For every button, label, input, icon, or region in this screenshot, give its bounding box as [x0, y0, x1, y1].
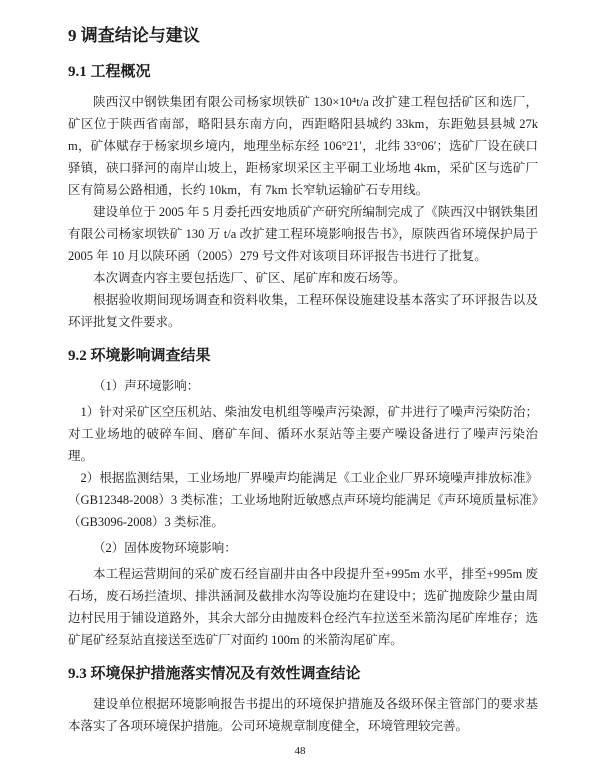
paragraph-noise-item-1: 1）针对采矿区空压机站、柴油发电机组等噪声污染源，矿井进行了噪声污染防治；对工业场地的破碎车间、磨矿车间、循环水泵站等主要产噪设备进行了噪声污染治理。 [68, 405, 538, 463]
section-heading-9-1: 9.1 工程概况 [68, 64, 151, 80]
section-heading-9-3: 9.3 环境保护措施落实情况及有效性调查结论 [68, 666, 361, 682]
section-heading-9-2: 9.2 环境影响调查结果 [68, 348, 211, 364]
paragraph-project-overview-1: 陕西汉中钢铁集团有限公司杨家坝铁矿 130×10⁴t/a 改扩建工程包括矿区和选厂，矿区位于陕西省南部，略阳县东南方向，西距略阳县城约 33km，东距勉县县城 27km，矿体赋存于杨家坝乡境内，地理坐标东经 106°21′，北纬 33°06′；选矿厂设在硖口驿镇，硖口驿河的南岸山坡上，距杨家坝采区主平硐工业场地 4km，采矿区与选矿厂区有简易公路相通，长约 10km，有 7km 长窄轨运输矿石专用线。 [68, 95, 538, 197]
paragraph-noise-impact-label: （1）声环境影响： [93, 379, 200, 393]
paragraph-conclusion: 建设单位根据环境影响报告书提出的环境保护措施及各级环保主管部门的要求基本落实了各项环境保护措施。公司环境规章制度健全，环境管理较完善。 [68, 697, 538, 733]
paragraph-noise-item-2: 2）根据监测结果，工业场地厂界噪声均能满足《工业企业厂界环境噪声排放标准》（GB12348-2008）3 类标准；工业场地附近敏感点声环境均能满足《声环境质量标准》（GB3096-2008）3 类标准。 [68, 471, 538, 529]
paragraph-project-overview-4: 根据验收期间现场调查和资料收集，工程环保设施建设基本落实了环评报告以及环评批复文件要求。 [68, 293, 538, 329]
paragraph-project-overview-2: 建设单位于 2005 年 5 月委托西安地质矿产研究所编制完成了《陕西汉中钢铁集团有限公司杨家坝铁矿 130 万 t/a 改扩建工程环境影响报告书》，原陕西省环境保护局于 2005 年 10 月以陕环函（2005）279 号文件对该项目环评报告书进行了批复。 [68, 205, 538, 263]
main-heading: 9 调查结论与建议 [68, 26, 200, 45]
paragraph-project-overview-3: 本次调查内容主要包括选厂、矿区、尾矿库和废石场等。 [93, 271, 406, 285]
paragraph-solid-waste-label: （2）固体废物环境影响： [93, 541, 237, 555]
page-number: 48 [294, 745, 306, 757]
paragraph-solid-waste-detail: 本工程运营期间的采矿废石经盲副井由各中段提升至+995m 水平，排至+995m 废石场，废石场拦渣坝、排洪涵洞及截排水沟等设施均在建设中；选矿抛废除少量由周边村民用于铺设道路外，其余大部分由抛废料仓经汽车拉送至米箭沟尾矿库堆存；选矿尾矿经泵站直接送至选矿厂对面约 100m 的米箭沟尾矿库。 [68, 567, 538, 647]
